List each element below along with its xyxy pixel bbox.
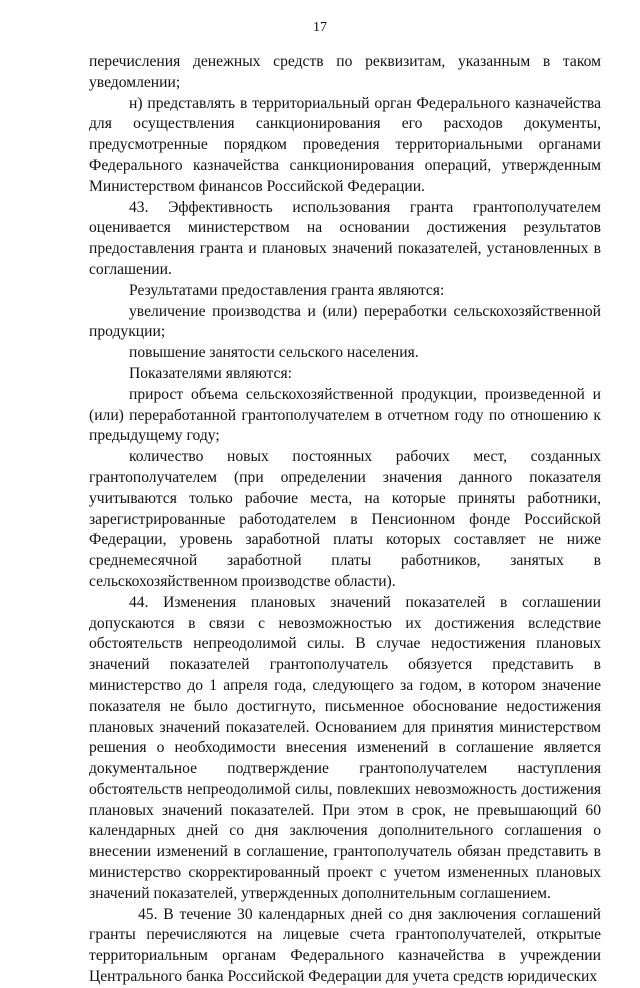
paragraph-indicator-volume: прирост объема сельскохозяйственной продукции, произведенной и (или) переработанной грантополучателем в отчетном году по отношению к предыдущему году;: [89, 385, 601, 445]
paragraph-result-employment: повышение занятости сельского населения.: [129, 344, 419, 362]
paragraph-44: 44. Изменения плановых значений показателей в соглашении допускаются в связи с невозможностью их достижения вследствие обстоятельств непреодолимой силы. В случае недостижения плановых значений показателей грантополучатель обязуется представить в министерство до 1 апреля года, следующего за годом, в котором значение показателя не было достигнуто, письменное обоснование недостижения плановых значений показателей. Основанием для принятия министерством решения о необходимости внесения изменений в соглашение является документальное подтверждение грантополучателем наступления обстоятельств непреодолимой силы, повлекших невозможность достижения плановых значений показателей. При этом в срок, не превышающий 60 календарных дней со дня заключения дополнительного соглашения о внесении изменений в соглашение, грантополучатель обязан представить в министерство скорректированный проект с учетом измененных плановых значений показателей, утвержденных дополнительным соглашением.: [89, 593, 601, 902]
paragraph-indicators-heading: Показателями являются:: [129, 364, 292, 382]
paragraph-result-production: увеличение производства и (или) переработки сельскохозяйственной продукции;: [89, 302, 601, 341]
page-number: 17: [313, 20, 327, 35]
paragraph-indicator-jobs: количество новых постоянных рабочих мест, созданных грантополучателем (при определении значения данного показателя учитываются только рабочие места, на которые приняты работники, зарегистрированные работодателем в Пенсионном фонде Российской Федерации, уровень заработной платы которых составляет не ниже среднемесячной заработной платы работников, занятых в сельскохозяйственном производстве области).: [89, 448, 601, 590]
paragraph-43: 43. Эффективность использования гранта грантополучателем оценивается министерством на основании достижения результатов предоставления гранта и плановых значений показателей, установленных в соглашении.: [89, 198, 601, 278]
document-body: [89, 52, 601, 988]
paragraph-results-heading: Результатами предоставления гранта являются:: [129, 281, 445, 299]
paragraph-continuation: перечисления денежных средств по реквизитам, указанным в таком уведомлении;: [89, 53, 601, 91]
paragraph-45: 45. В течение 30 календарных дней со дня заключения соглашений гранты перечисляются на лицевые счета грантополучателей, открытые территориальным органам Федерального казначейства в учреждении Центрального банка Российской Федерации для учета средств юридических: [89, 905, 601, 986]
paragraph-item-n: н) представлять в территориальный орган Федерального казначейства для осуществления санкционирования его расходов документы, предусмотренные порядком проведения территориальными органами Федерального казначейства санкционирования операций, утвержденным Министерством финансов Российской Федерации.: [89, 94, 601, 195]
